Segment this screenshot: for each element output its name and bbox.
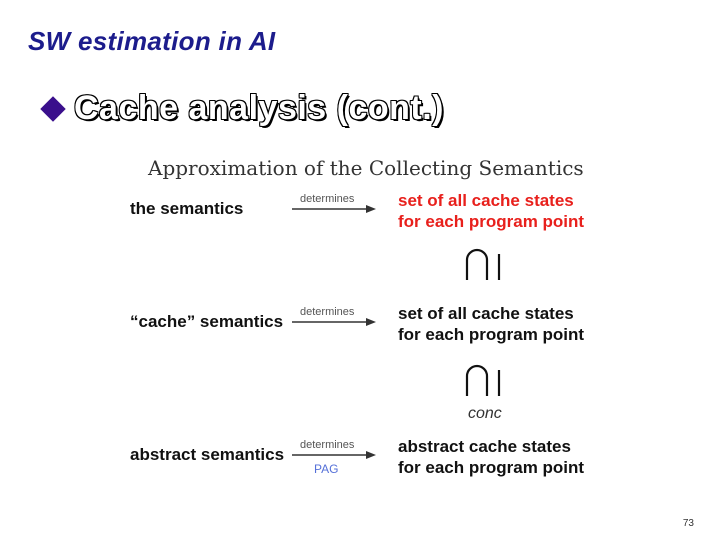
bullet-heading: Cache analysis (cont.) <box>74 88 445 127</box>
conc-label: conc <box>468 405 502 422</box>
row-1-left-label: the semantics <box>130 199 244 218</box>
row-1-arrow-label: determines <box>300 193 355 205</box>
slide-title: SW estimation in AI <box>28 26 276 56</box>
row-1-right-text <box>398 190 584 232</box>
figure-title: Approximation of the Collecting Semantics <box>148 156 584 180</box>
diamond-bullet-icon <box>40 96 65 121</box>
row-2-right-line-2: for each program point <box>398 325 585 344</box>
row-1-right-line-2: for each program point <box>398 212 585 231</box>
subset-eq-icon-1 <box>463 246 513 282</box>
row-3-left-label: abstract semantics <box>130 445 285 464</box>
row-2-right-text <box>398 303 584 345</box>
row-1-right-line-1: set of all cache states <box>398 191 574 210</box>
row-2-left-label: “cache” semantics <box>130 312 284 331</box>
row-2-arrow-label: determines <box>300 306 355 318</box>
bullet-row <box>44 86 444 130</box>
row-3-arrow-label: determines <box>300 439 355 451</box>
row-3-arrow-sublabel: PAG <box>314 462 339 476</box>
row-3-right-text <box>398 436 584 478</box>
row-3-arrow-icon <box>292 449 378 461</box>
row-2-right-line-1: set of all cache states <box>398 304 574 323</box>
row-1-arrow-icon <box>292 203 378 215</box>
row-2-arrow-icon <box>292 316 378 328</box>
row-3-right-line-2: for each program point <box>398 458 585 477</box>
subset-eq-icon-2 <box>463 362 513 398</box>
page-number: 73 <box>682 518 694 529</box>
row-3-right-line-1: abstract cache states <box>398 437 571 456</box>
